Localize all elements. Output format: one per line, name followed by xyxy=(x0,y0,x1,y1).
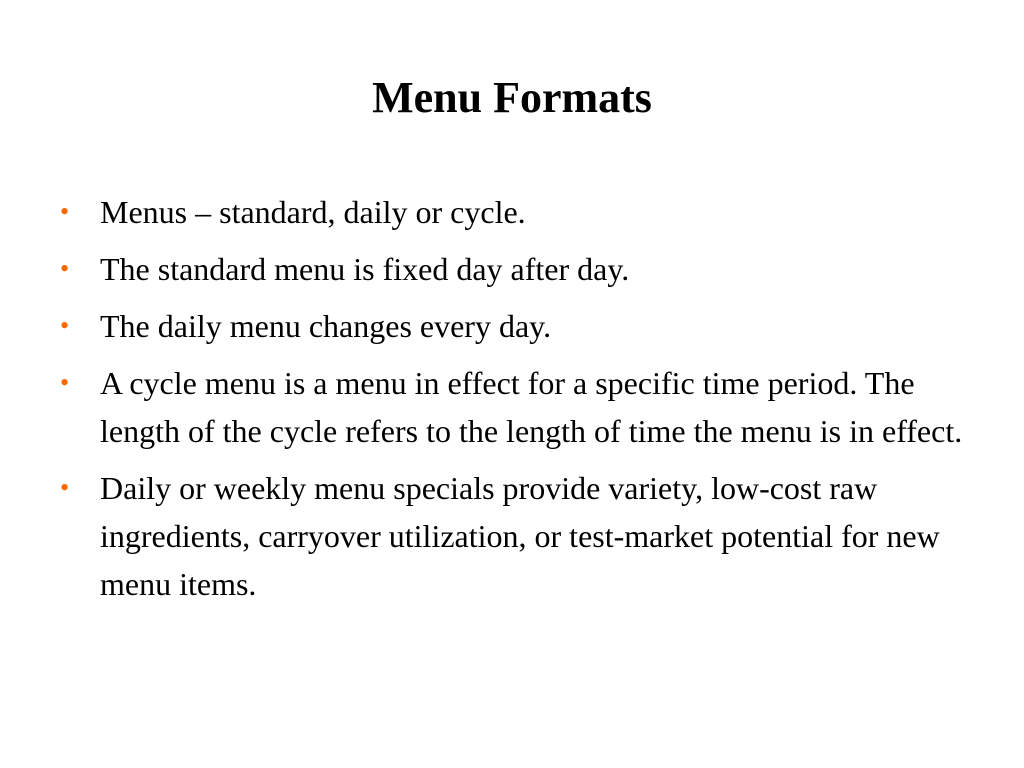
bullet-item xyxy=(60,188,980,236)
bullet-text: Daily or weekly menu specials provide variety, low-cost raw ingredients, carryover utilization, or test-market potential for new menu items. xyxy=(100,470,940,602)
bullet-item xyxy=(60,245,980,293)
bullet-item xyxy=(60,359,980,455)
bullet-list xyxy=(60,188,980,617)
slide-title: Menu Formats xyxy=(372,73,652,122)
bullet-icon: • xyxy=(60,197,70,226)
bullet-item xyxy=(60,464,980,608)
bullet-text: The daily menu changes every day. xyxy=(100,308,552,344)
bullet-icon: • xyxy=(60,254,70,283)
bullet-text: The standard menu is fixed day after day. xyxy=(100,251,630,287)
bullet-icon: • xyxy=(60,368,70,397)
bullet-text: Menus – standard, daily or cycle. xyxy=(100,194,526,230)
bullet-item xyxy=(60,302,980,350)
bullet-icon: • xyxy=(60,311,70,340)
bullet-icon: • xyxy=(60,473,70,502)
bullet-text: A cycle menu is a menu in effect for a specific time period. The length of the cycle refers to the length of time the menu is in effect. xyxy=(100,365,963,449)
